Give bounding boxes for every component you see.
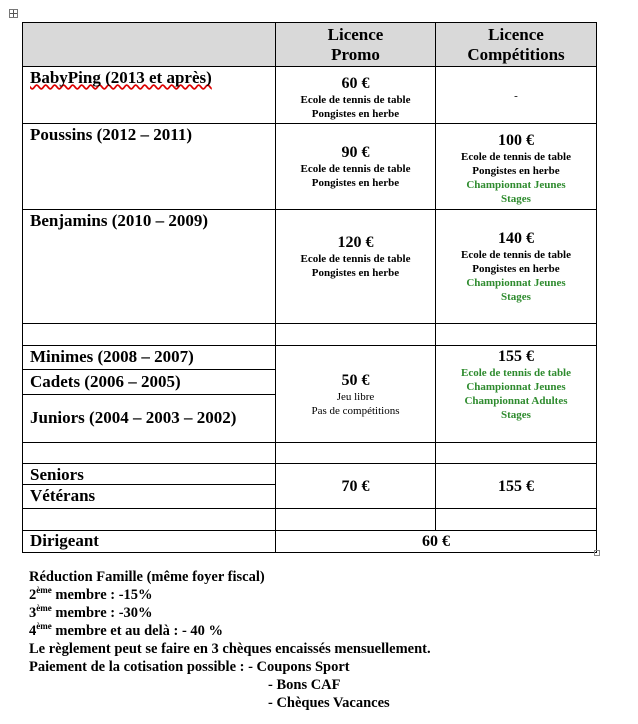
comp-adults: 155 € — [436, 464, 597, 509]
note-reduction-famille: Réduction Famille (même foyer fiscal) — [29, 569, 265, 585]
note-member-4: 4ème membre et au delà : - 40 % — [29, 621, 224, 639]
category-veterans: Vétérans — [30, 486, 96, 505]
comp-babyping: - — [436, 67, 597, 124]
header-licence-competitions: Licence Compétitions — [436, 23, 597, 67]
table-header-row — [23, 23, 597, 67]
header-empty-cell — [23, 23, 276, 67]
note-member-3: 3ème membre : -30% — [29, 603, 153, 621]
table-row-benjamins — [23, 210, 597, 324]
category-cadets: Cadets (2006 – 2005) — [23, 370, 275, 395]
category-seniors: Seniors — [23, 464, 275, 485]
table-row-poussins — [23, 124, 597, 210]
category-dirigeant: Dirigeant — [23, 531, 276, 553]
promo-adults: 70 € — [276, 464, 436, 509]
category-group-cell — [23, 346, 276, 443]
table-row-minimes-cadets-juniors — [23, 346, 597, 443]
promo-babyping: 60 € Ecole de tennis de table Pongistes en herbe — [276, 67, 436, 124]
promo-group: 50 € Jeu libre Pas de compétitions — [276, 346, 436, 443]
note-reglement: Le règlement peut se faire en 3 chèques encaissés mensuellement. — [29, 641, 431, 657]
comp-poussins: 100 € Ecole de tennis de table Pongistes en herbe Championnat Jeunes Stages — [436, 124, 597, 210]
category-poussins: Poussins (2012 – 2011) — [23, 124, 276, 210]
category-juniors: Juniors (2004 – 2003 – 2002) — [30, 408, 237, 427]
table-row-dirigeant — [23, 531, 597, 553]
header-licence-promo: Licence Promo — [276, 23, 436, 67]
note-cheques-vacances: - Chèques Vacances — [268, 695, 390, 711]
promo-poussins: 90 € Ecole de tennis de table Pongistes en herbe — [276, 124, 436, 210]
price-dirigeant: 60 € — [276, 531, 597, 553]
category-benjamins: Benjamins (2010 – 2009) — [23, 210, 276, 324]
spacer-row — [23, 324, 597, 346]
fees-table — [22, 22, 597, 553]
table-row-babyping — [23, 67, 597, 124]
spacer-row — [23, 443, 597, 464]
spacer-row — [23, 509, 597, 531]
promo-benjamins: 120 € Ecole de tennis de table Pongistes en herbe — [276, 210, 436, 324]
comp-benjamins: 140 € Ecole de tennis de table Pongistes en herbe Championnat Jeunes Stages — [436, 210, 597, 324]
category-minimes: Minimes (2008 – 2007) — [23, 346, 275, 370]
comp-group: 155 € Ecole de tennis de table Championnat Jeunes Championnat Adultes Stages — [436, 346, 597, 443]
category-babyping: BabyPing (2013 et après) — [23, 67, 276, 124]
table-resize-handle-icon[interactable] — [594, 550, 600, 556]
note-bons-caf: - Bons CAF — [268, 677, 341, 693]
table-row-seniors-veterans — [23, 464, 597, 509]
category-adults-cell — [23, 464, 276, 509]
notes-block — [29, 568, 431, 712]
note-member-2: 2ème membre : -15% — [29, 585, 153, 603]
note-paiement: Paiement de la cotisation possible : - Coupons Sport — [29, 659, 350, 675]
table-move-handle-icon[interactable] — [9, 9, 18, 18]
